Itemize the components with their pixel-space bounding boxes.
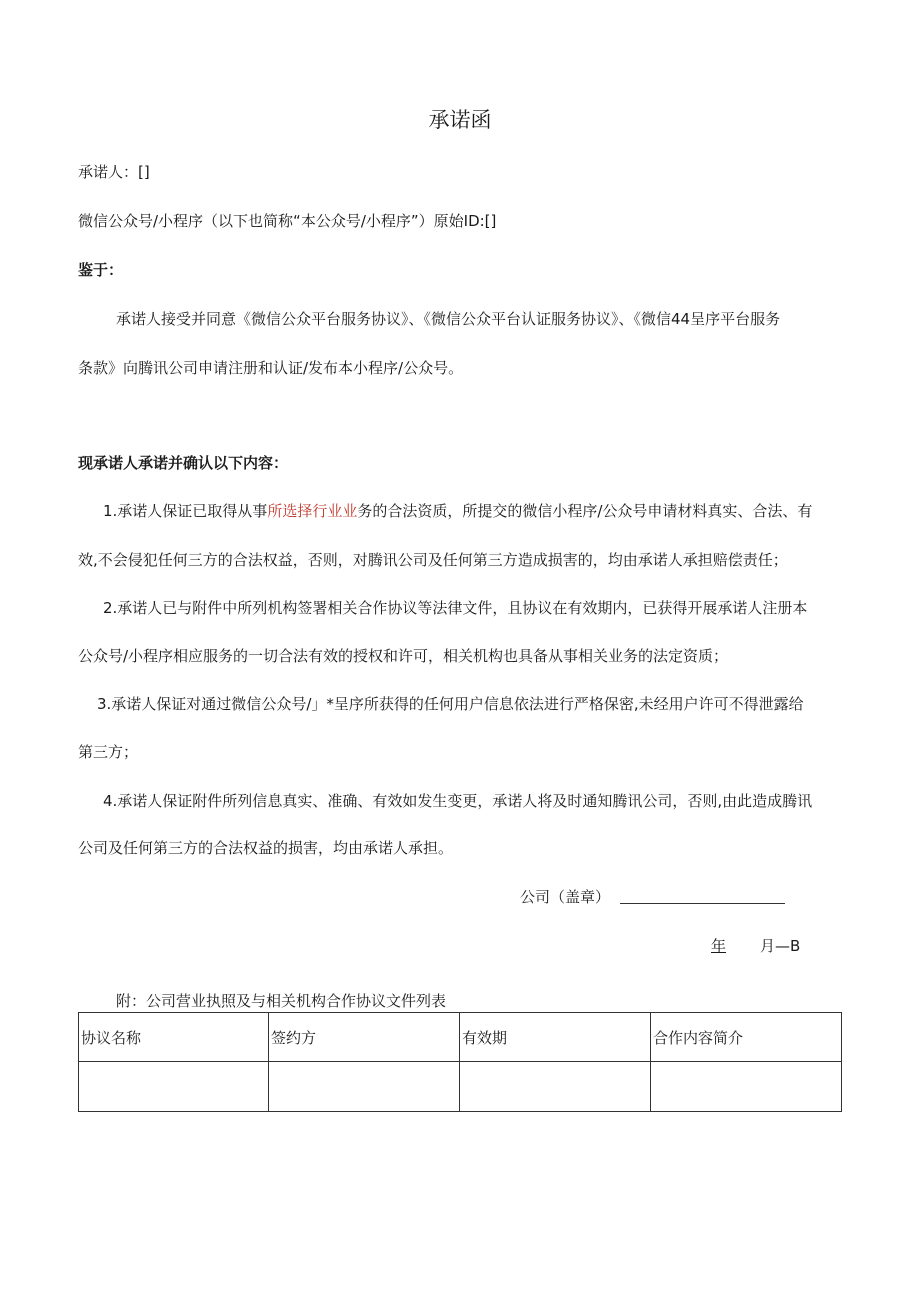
- table-row: [79, 1062, 842, 1112]
- clause-1-text-b: 务的合法资质，所提交的微信小程序/公众号申请材料真实、合法、有: [357, 502, 813, 520]
- month-day-label: 月—B: [760, 937, 801, 955]
- table-cell: [269, 1062, 460, 1112]
- whereas-para-line-1: 承诺人接受并同意《微信公众平台服务协议》、《微信公众平台认证服务协议》、《微信44呈序平台服务: [116, 310, 781, 328]
- promisor-line: 承诺人：[]: [78, 163, 150, 181]
- col-header-signing-party: 签约方: [269, 1013, 460, 1062]
- appendix-caption: 附：公司营业执照及与相关机构合作协议文件列表: [116, 992, 447, 1010]
- company-seal-label: 公司（盖章）: [520, 888, 611, 906]
- clause-1-highlight: 所选择行业业: [267, 502, 358, 520]
- table-cell: [460, 1062, 651, 1112]
- clause-4-line-1: 4.承诺人保证附件所列信息真实、准确、有效如发生变更，承诺人将及时通知腾讯公司，否则,由此造成腾讯: [103, 792, 813, 810]
- table-cell: [79, 1062, 269, 1112]
- signature-line: [620, 903, 785, 904]
- whereas-heading: 鉴于：: [78, 261, 124, 279]
- col-header-cooperation-summary: 合作内容简介: [651, 1013, 842, 1062]
- clause-2-line-1: 2.承诺人已与附件中所列机构签署相关合作协议等法律文件，且协议在有效期内，已获得开展承诺人注册本: [103, 599, 808, 617]
- account-id-line: 微信公众号/小程序（以下也简称“本公众号/小程序”）原始ID:[]: [78, 212, 497, 230]
- table-header-row: [79, 1013, 842, 1062]
- clause-3-line-2: 第三方；: [78, 743, 139, 761]
- page-title: 承诺函: [428, 108, 492, 132]
- clause-3-line-1: 3.承诺人保证对通过微信公众号/」*呈序所获得的任何用户信息依法进行严格保密,未经用户许可不得泄露给: [97, 695, 804, 713]
- clause-1-text-a: 1.承诺人保证已取得从事: [103, 502, 268, 520]
- year-label: 年: [711, 937, 727, 955]
- table-cell: [651, 1062, 842, 1112]
- agreements-table: [78, 1012, 842, 1112]
- confirm-heading: 现承诺人承诺并确认以下内容：: [78, 454, 289, 472]
- clause-4-line-2: 公司及任何第三方的合法权益的损害，均由承诺人承担。: [78, 839, 454, 857]
- clause-1-line-2: 效,不会侵犯任何三方的合法权益，否则，对腾讯公司及任何第三方造成损害的，均由承诺人承担赔偿责任；: [78, 551, 788, 569]
- clause-2-line-2: 公众号/小程序相应服务的一切合法有效的授权和许可，相关机构也具备从事相关业务的法定资质；: [78, 647, 729, 665]
- col-header-agreement-name: 协议名称: [79, 1013, 269, 1062]
- whereas-para-line-2: 条款》向腾讯公司申请注册和认证/发布本小程序/公众号。: [78, 359, 464, 377]
- col-header-validity-period: 有效期: [460, 1013, 651, 1062]
- clause-1-line-1: [103, 501, 812, 521]
